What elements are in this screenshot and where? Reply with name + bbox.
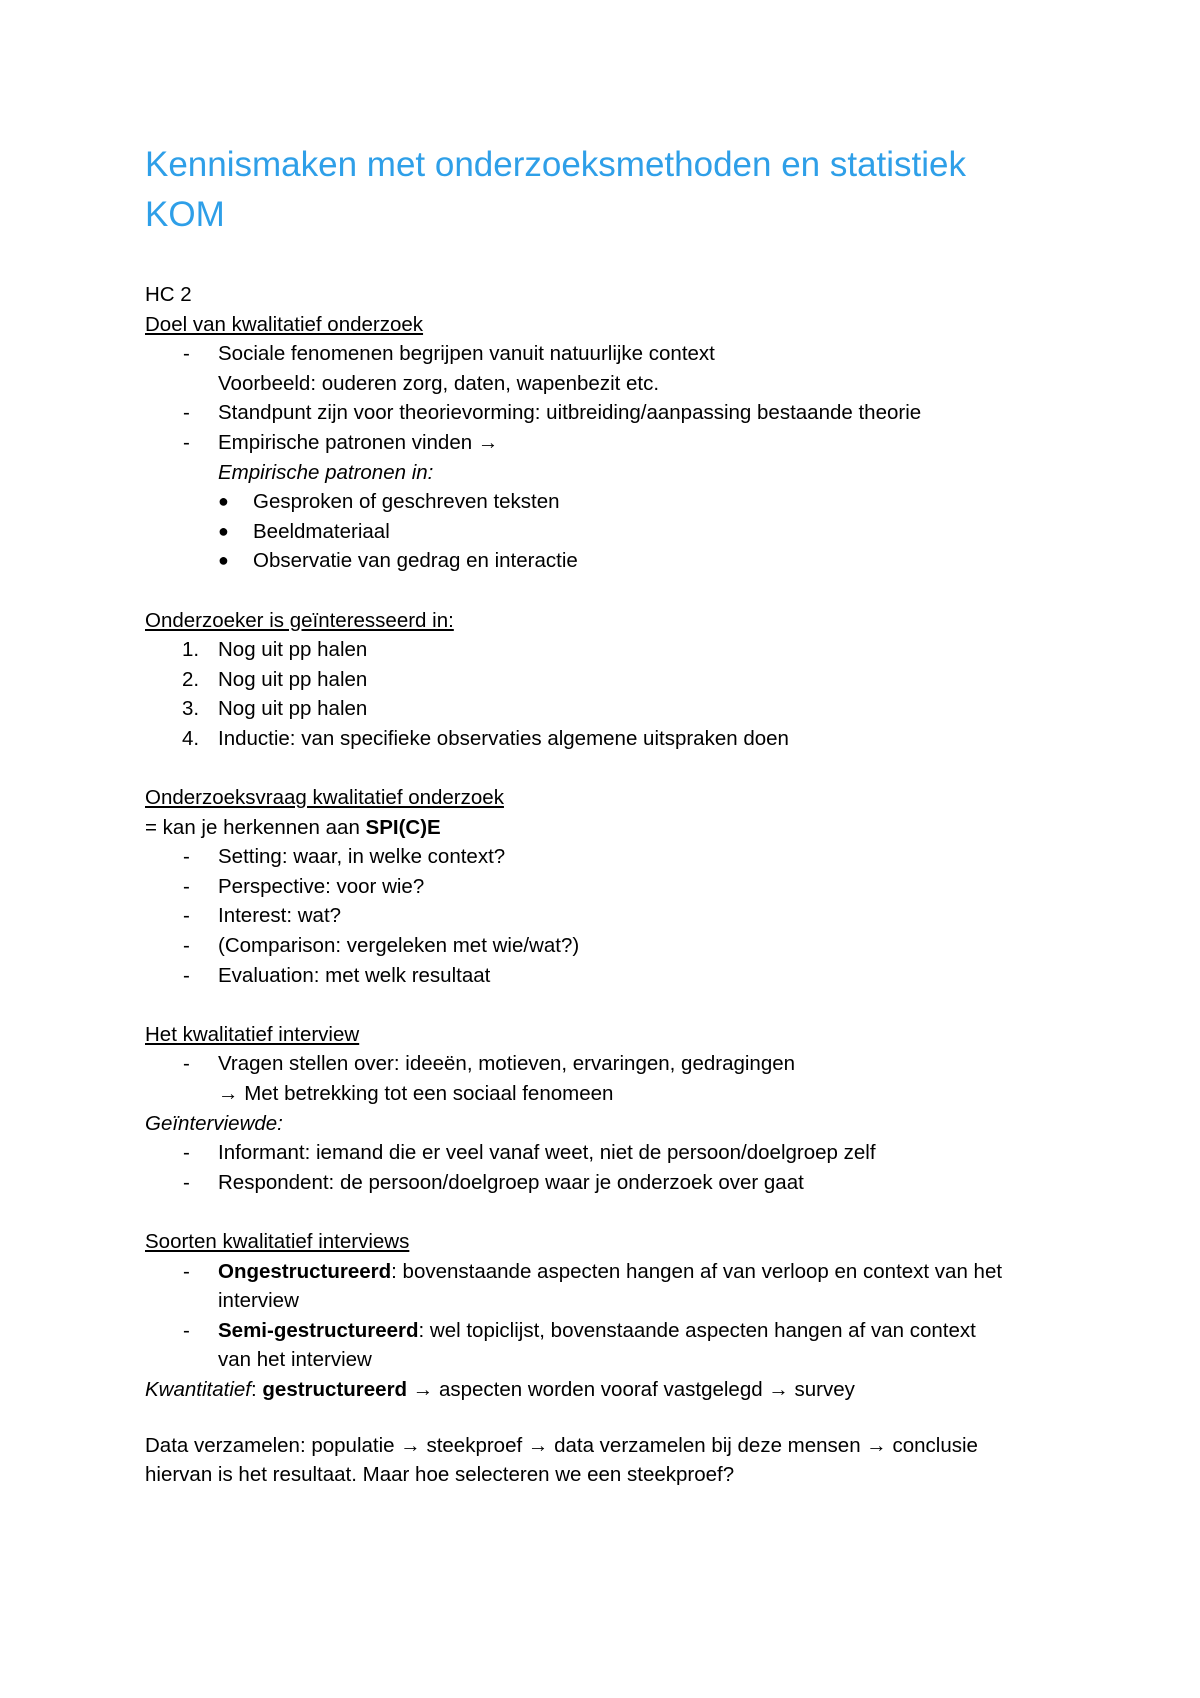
document-page xyxy=(145,140,1085,1490)
hc-label: HC 2 xyxy=(145,283,192,306)
numbered-item xyxy=(145,665,1085,695)
bullet-text: Gesproken of geschreven teksten xyxy=(253,490,560,514)
list-item-continuation: van het interview xyxy=(218,1348,372,1372)
list-item xyxy=(145,842,1085,872)
numbered-item xyxy=(145,635,1085,665)
numbered-item xyxy=(145,694,1085,724)
title-line-1: Kennismaken met onderzoeksmethoden en statistiek xyxy=(145,145,967,184)
list-item-text: Standpunt zijn voor theorievorming: uitbreiding/aanpassing bestaande theorie xyxy=(218,401,922,425)
list-item-text: Perspective: voor wie? xyxy=(218,874,425,898)
dash-marker: - xyxy=(183,963,190,987)
list-item-continuation: Empirische patronen in: xyxy=(218,460,434,484)
numbered-item-text: Nog uit pp halen xyxy=(218,697,368,721)
section-heading-onderzoeksvraag: Onderzoeksvraag kwalitatief onderzoek xyxy=(145,786,504,810)
list-item-text: Informant: iemand die er veel vanaf weet, niet de persoon/doelgroep zelf xyxy=(218,1141,876,1165)
dash-marker: - xyxy=(183,1141,190,1165)
list-item-text: Sociale fenomenen begrijpen vanuit natuurlijke context xyxy=(218,342,715,366)
list-item xyxy=(145,1138,1085,1168)
numbered-item-text: Inductie: van specifieke observaties algemene uitspraken doen xyxy=(218,726,789,750)
spice-intro xyxy=(145,813,1085,843)
kwantitatief-colon: : xyxy=(250,1377,263,1401)
dash-marker: - xyxy=(183,934,190,958)
list-item xyxy=(145,872,1085,902)
list-item xyxy=(145,1049,1085,1079)
spice-intro-text: = kan je herkennen aan xyxy=(145,815,366,839)
dash-marker: - xyxy=(183,845,190,869)
list-item-text: Empirische patronen vinden → xyxy=(218,430,499,454)
list-item-text: : bovenstaande aspecten hangen af van verloop en context van het xyxy=(391,1259,1003,1283)
bullet-item xyxy=(145,487,1085,517)
list-item-term: Semi-gestructureerd xyxy=(218,1318,419,1342)
kwantitatief-term: Kwantitatief xyxy=(145,1377,251,1401)
dash-marker: - xyxy=(183,1259,190,1283)
bullet-marker: ● xyxy=(218,520,229,541)
list-item xyxy=(145,398,1085,428)
list-item-continuation: interview xyxy=(218,1289,299,1313)
list-item-continuation: → Met betrekking tot een sociaal fenomeen xyxy=(218,1082,614,1106)
list-item-text: (Comparison: vergeleken met wie/wat?) xyxy=(218,934,580,958)
section-heading-soorten: Soorten kwalitatief interviews xyxy=(145,1230,410,1253)
list-item xyxy=(145,339,1085,369)
kwantitatief-text: → aspecten worden vooraf vastgelegd → survey xyxy=(407,1377,855,1401)
number-marker: 4. xyxy=(182,726,200,750)
list-item-term: Ongestructureerd xyxy=(218,1259,392,1283)
dash-marker: - xyxy=(183,874,190,898)
dash-marker: - xyxy=(183,1170,190,1194)
list-item-text: : wel topiclijst, bovenstaande aspecten hangen af van context xyxy=(418,1318,976,1342)
list-item-text: Evaluation: met welk resultaat xyxy=(218,963,491,987)
numbered-item-text: Nog uit pp halen xyxy=(218,667,368,691)
kwantitatief-line xyxy=(145,1375,1085,1405)
section-heading-interview: Het kwalitatief interview xyxy=(145,1022,360,1046)
list-item xyxy=(145,931,1085,961)
list-item-text: Respondent: de persoon/doelgroep waar je onderzoek over gaat xyxy=(218,1170,804,1194)
dash-marker: - xyxy=(183,904,190,928)
list-item xyxy=(145,901,1085,931)
geinterviewde-label: Geïnterviewde: xyxy=(145,1111,283,1135)
list-item-text: Vragen stellen over: ideeën, motieven, ervaringen, gedragingen xyxy=(218,1052,796,1076)
dash-marker: - xyxy=(183,1052,190,1076)
dash-marker: - xyxy=(183,1318,190,1342)
numbered-item xyxy=(145,724,1085,754)
paragraph-line-1: Data verzamelen: populatie → steekproef → data verzamelen bij deze mensen → conclusie xyxy=(145,1433,978,1457)
dash-marker: - xyxy=(183,401,190,425)
list-item-text: Setting: waar, in welke context? xyxy=(218,845,506,869)
list-item xyxy=(145,961,1085,991)
section-heading-onderzoeker: Onderzoeker is geïnteresseerd in: xyxy=(145,608,454,632)
paragraph-line-2: hiervan is het resultaat. Maar hoe selecteren we een steekproef? xyxy=(145,1463,735,1487)
data-verzamelen-paragraph xyxy=(145,1431,1085,1490)
bullet-text: Observatie van gedrag en interactie xyxy=(253,549,578,573)
document-title xyxy=(145,140,1085,240)
list-item-text: Interest: wat? xyxy=(218,904,342,928)
list-item xyxy=(145,1257,1085,1287)
number-marker: 1. xyxy=(182,638,200,662)
dash-marker: - xyxy=(183,342,190,366)
gestructureerd-term: gestructureerd xyxy=(262,1377,408,1401)
bullet-marker: ● xyxy=(218,550,229,571)
number-marker: 3. xyxy=(182,697,200,721)
list-item xyxy=(145,1168,1085,1198)
spice-acronym: SPI(C)E xyxy=(365,815,441,839)
numbered-item-text: Nog uit pp halen xyxy=(218,638,368,662)
number-marker: 2. xyxy=(182,667,200,691)
title-line-2: KOM xyxy=(145,195,225,234)
list-item-continuation: Voorbeeld: ouderen zorg, daten, wapenbezit etc. xyxy=(218,371,660,395)
bullet-item xyxy=(145,517,1085,547)
dash-marker: - xyxy=(183,430,190,454)
bullet-marker: ● xyxy=(218,491,229,512)
section-heading-doel: Doel van kwalitatief onderzoek xyxy=(145,312,424,336)
list-item xyxy=(145,1316,1085,1346)
list-item xyxy=(145,428,1085,458)
bullet-item xyxy=(145,546,1085,576)
bullet-text: Beeldmateriaal xyxy=(253,519,390,543)
